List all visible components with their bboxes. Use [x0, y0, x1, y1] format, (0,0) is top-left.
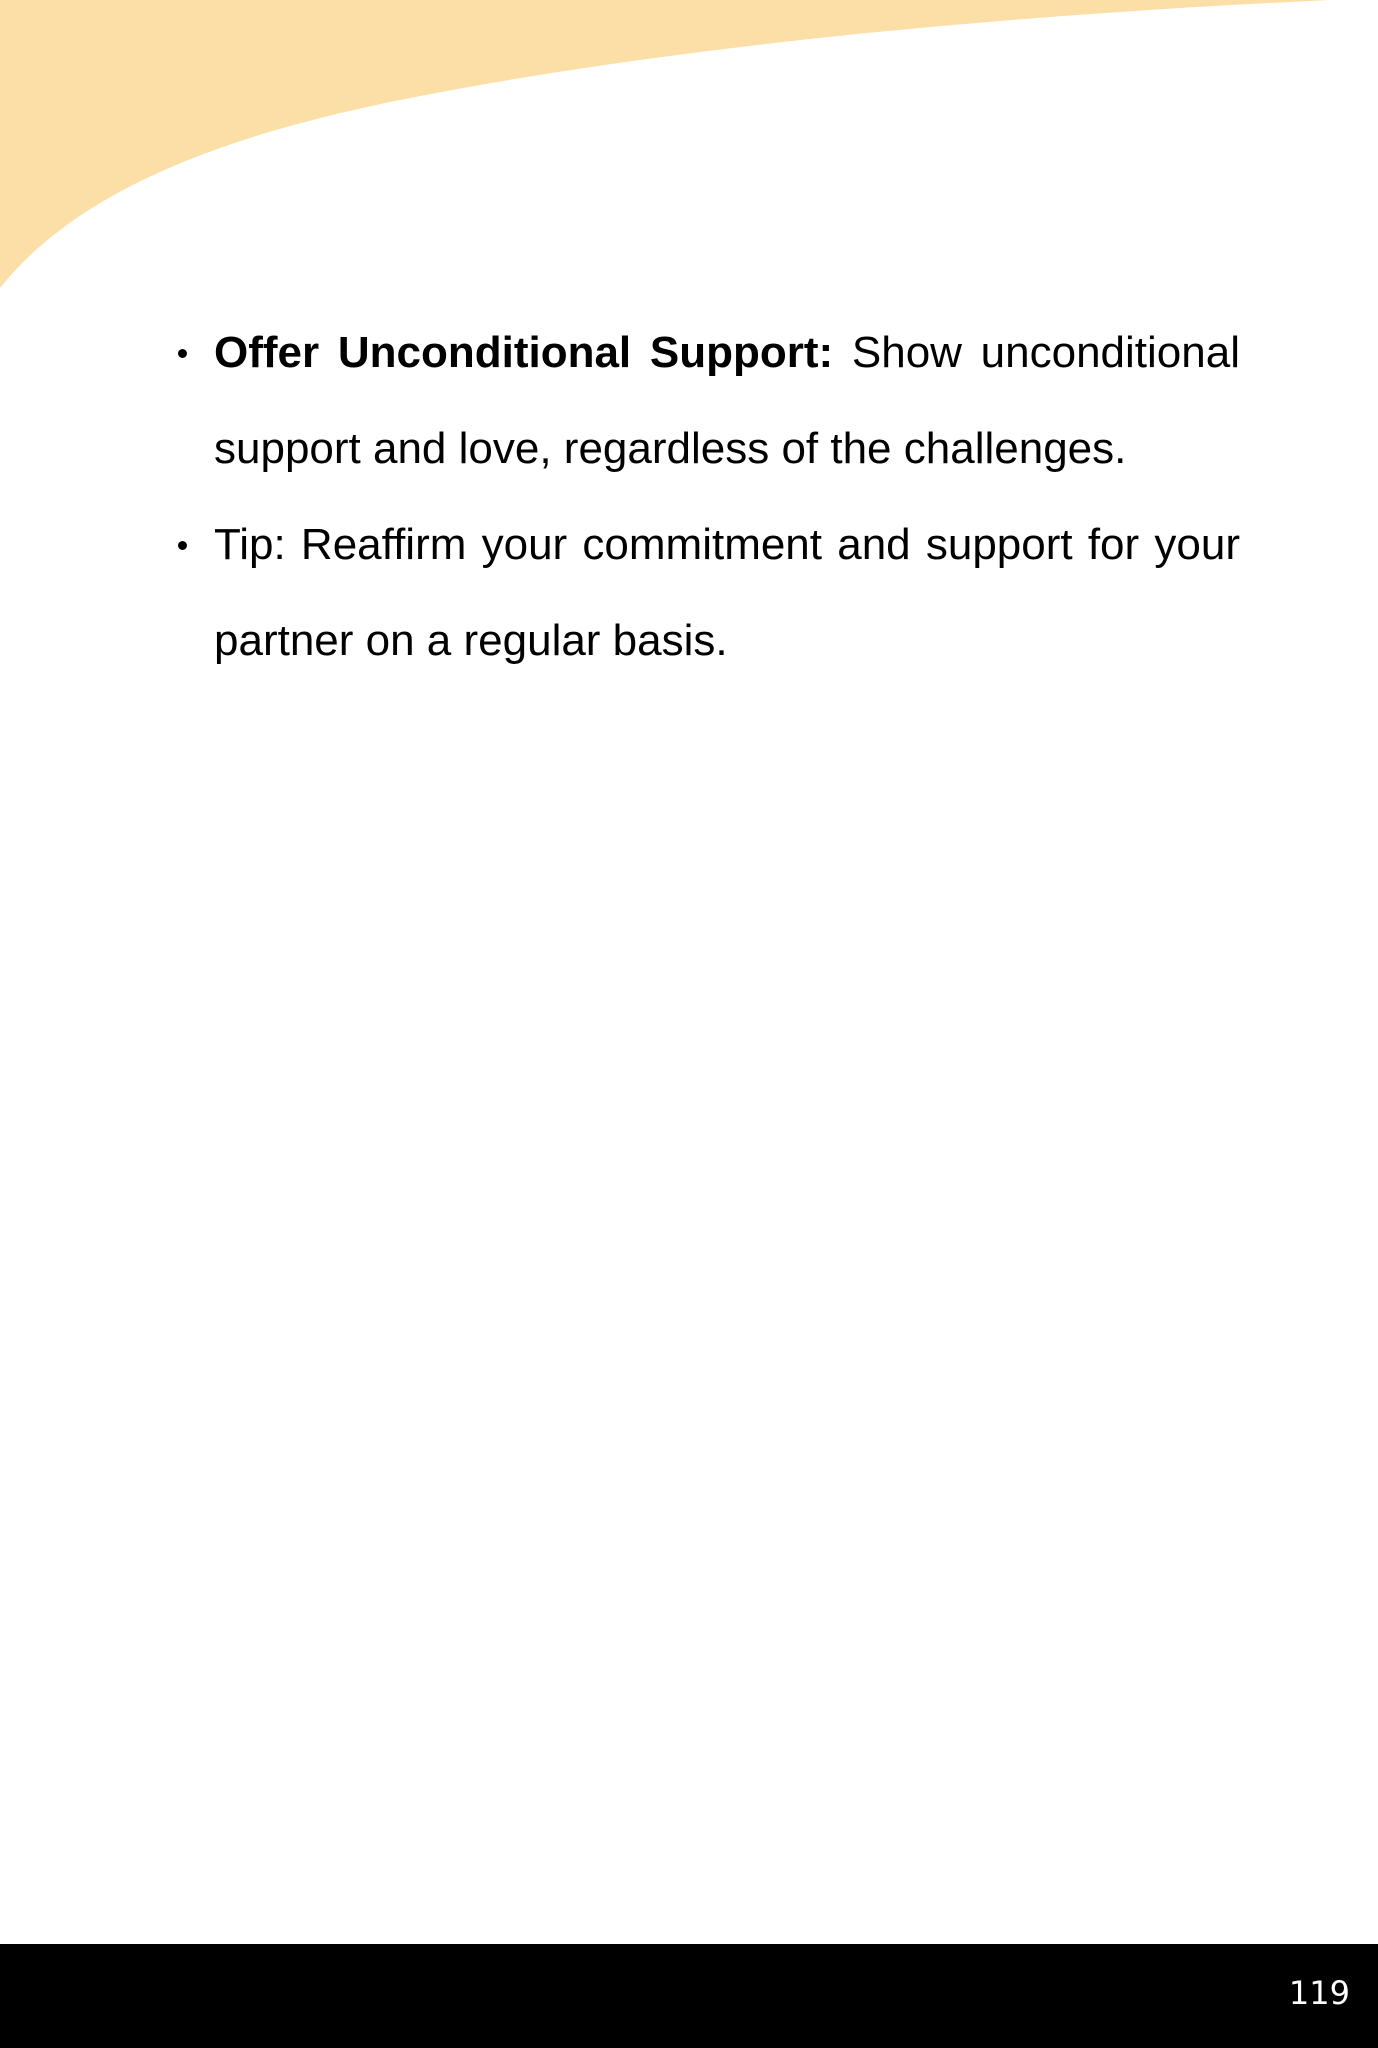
bullet-bold-label: Offer Unconditional Support: [214, 328, 834, 377]
bullet-item-support [170, 305, 1240, 497]
bullet-item-tip [170, 497, 1240, 689]
bullet-dot-icon [178, 541, 187, 550]
top-wave-decoration [0, 0, 1378, 300]
footer-bar [0, 1944, 1378, 2048]
bullet-dot-icon [178, 349, 187, 358]
bullet-text: Show unconditional support and love, regardless of the challenges. [214, 328, 1240, 473]
top-wave-shape [0, 0, 1330, 288]
bullet-text: Tip: Reaffirm your commitment and support for your partner on a regular basis. [214, 520, 1240, 665]
page-number: 119 [1288, 1974, 1350, 2012]
bullet-list [170, 305, 1240, 689]
